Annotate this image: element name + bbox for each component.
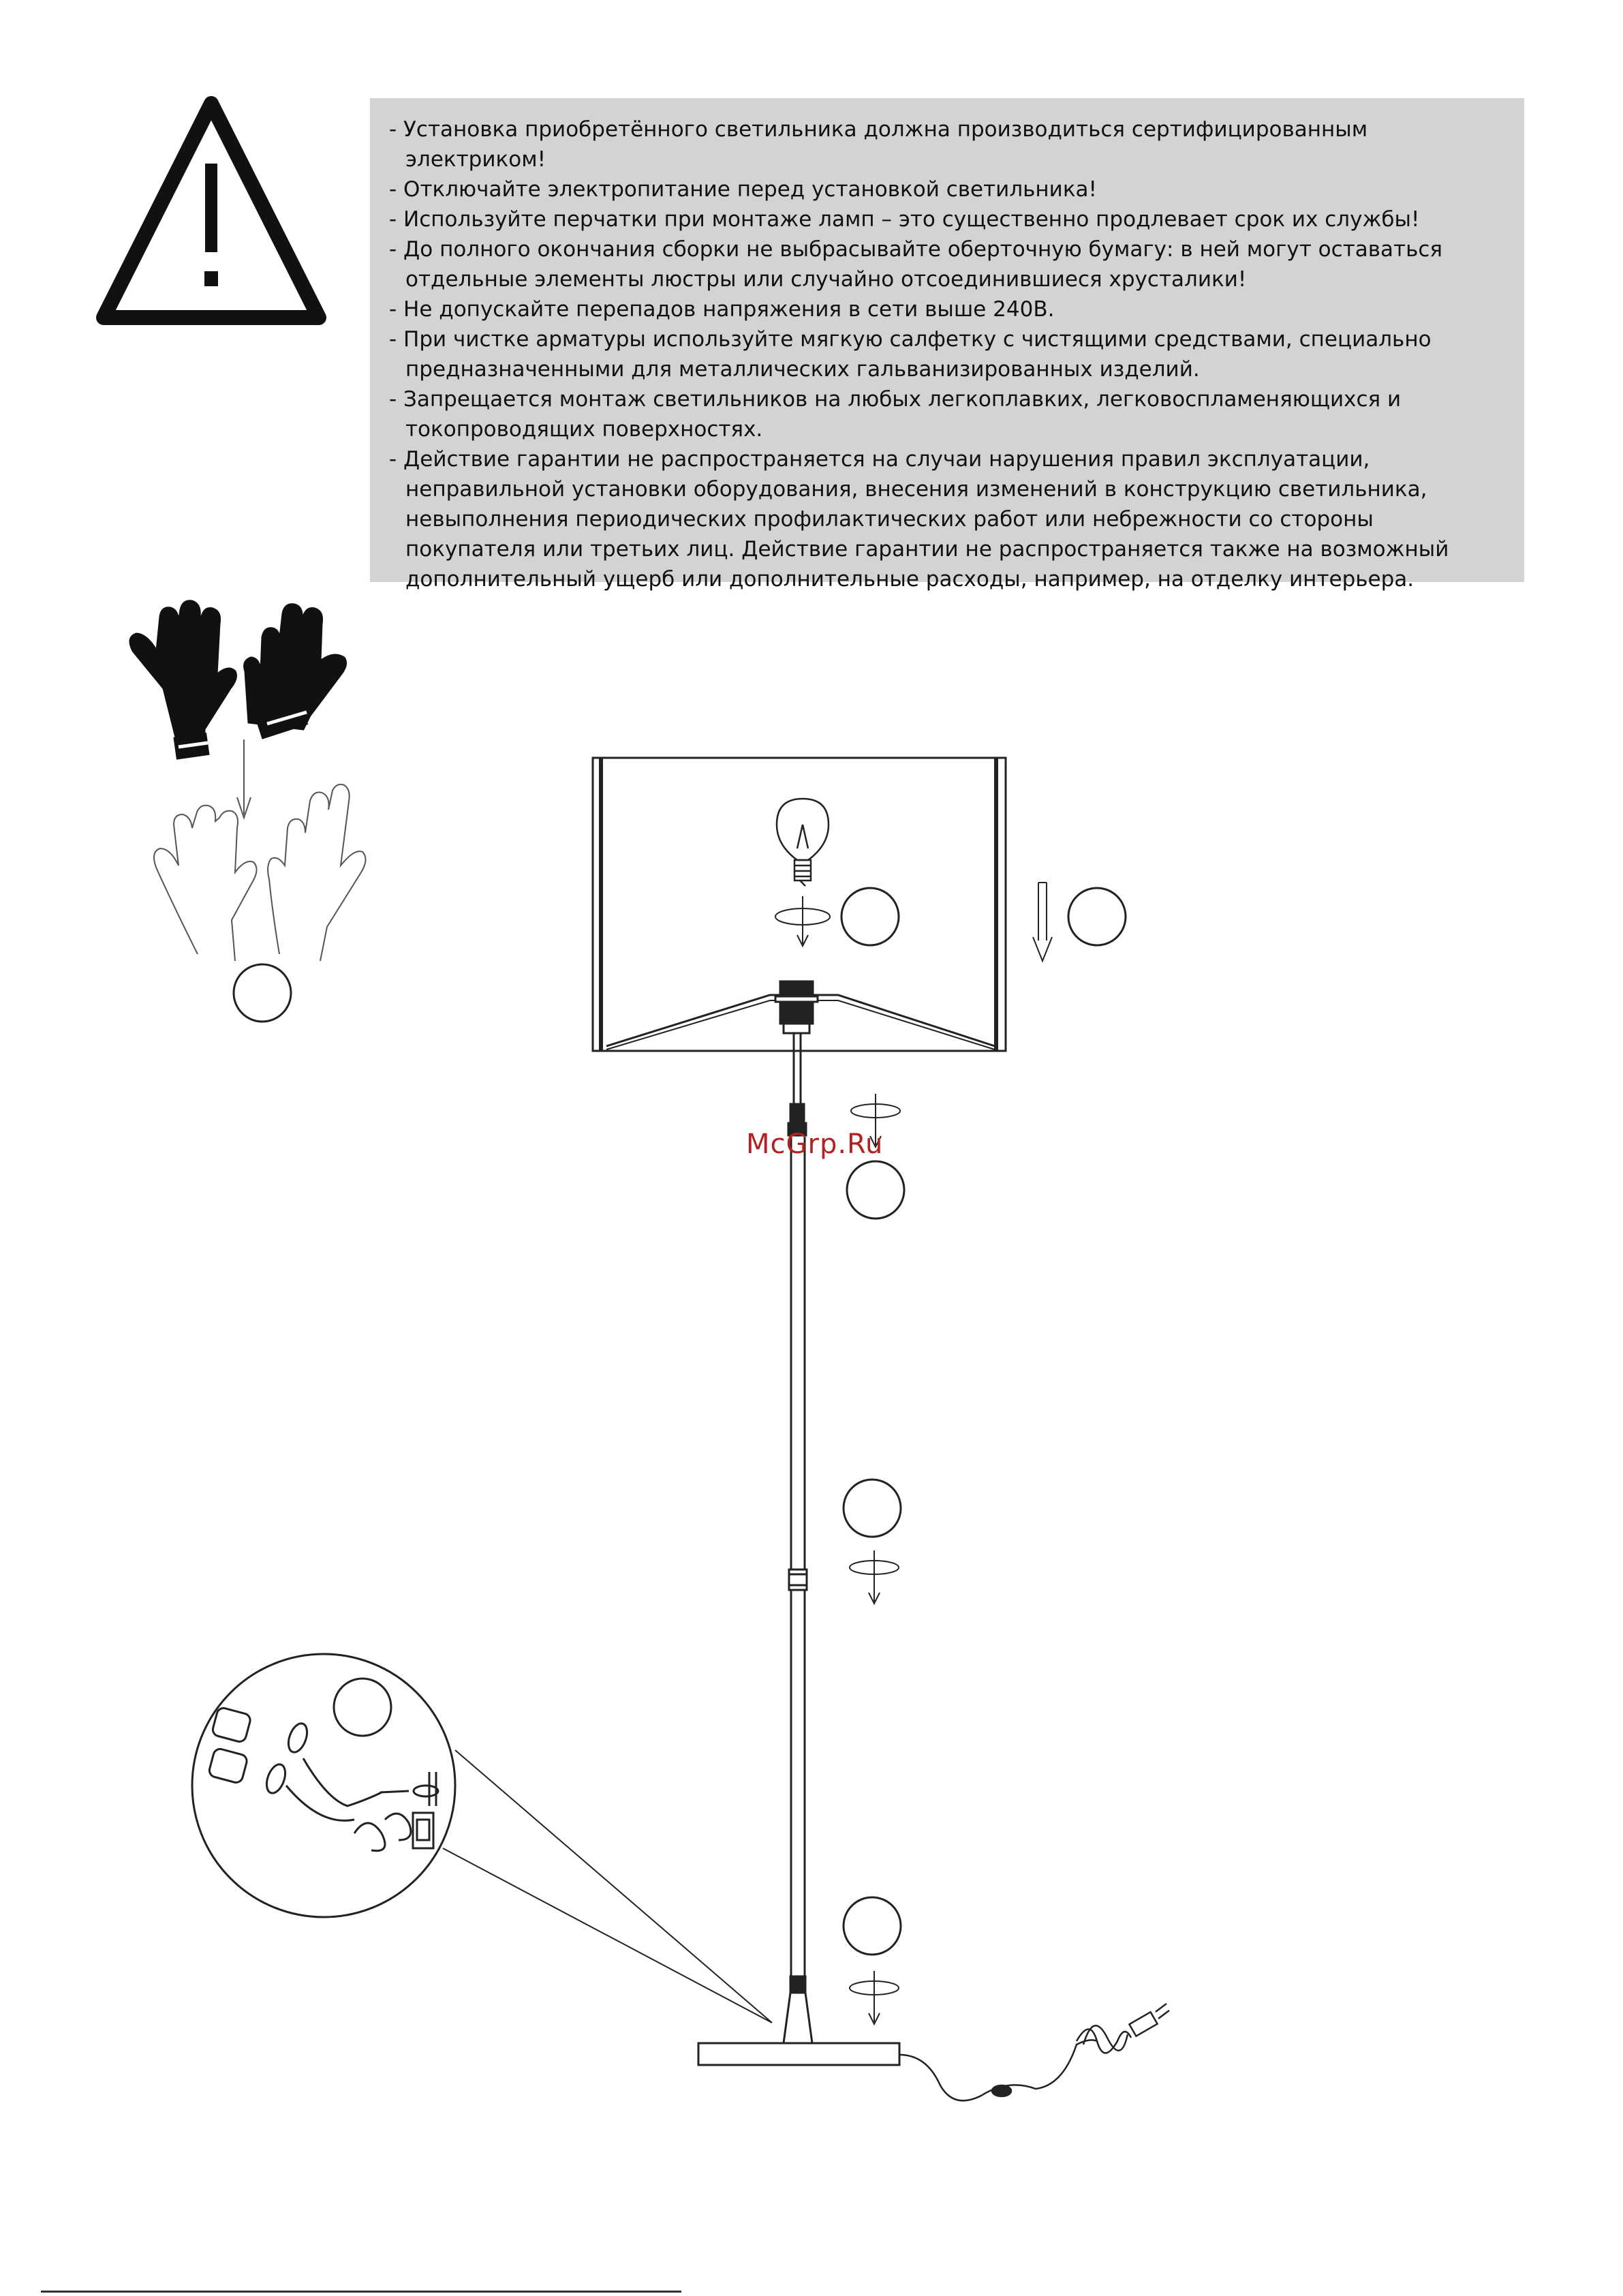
step-circle: [1068, 888, 1126, 945]
rotate-arrow-icon: [850, 1971, 899, 2024]
rotate-arrow-icon: [775, 896, 830, 946]
power-plug-icon: [1077, 2004, 1169, 2053]
lamp-socket: [775, 981, 818, 1033]
watermark-text: McGrp.Ru: [746, 1129, 884, 1160]
step-circle: [847, 1161, 904, 1219]
lamp-base: [698, 1993, 899, 2065]
warning-item: - Не допускайте перепадов напряжения в сети выше 240В.: [389, 297, 1055, 322]
step-circle: [841, 888, 899, 945]
rotate-arrow-icon: [850, 1550, 899, 1604]
step-circle: [234, 964, 291, 1022]
warning-item: - До полного окончания сборки не выбрасывайте оберточную бумагу: в ней могут оставаться отдельные элементы люстры или случайно отсоединившиеся хрусталики!: [389, 237, 1443, 292]
wiring-detail: [192, 1654, 772, 2023]
lamp-neck: [788, 1033, 806, 1135]
warning-item: - Отключайте электропитание перед установкой светильника!: [389, 177, 1097, 202]
bare-hands-icon: [154, 784, 366, 961]
power-cord: [899, 2040, 1097, 2100]
step-circle: [844, 1897, 901, 1955]
gloves-icon: [130, 601, 346, 759]
warning-item: - При чистке арматуры используйте мягкую салфетку с чистящими средствами, специально предназначенными для металлических гальванизированных изделий.: [389, 327, 1432, 382]
warning-item: - Запрещается монтаж светильников на любых легкоплавких, легковоспламеняющихся и токопроводящих поверхностях.: [389, 387, 1402, 442]
lamp-pole: [789, 1137, 807, 1993]
warning-item: - Установка приобретённого светильника должна производиться сертифицированным электриком!: [389, 117, 1368, 172]
arrow-down-icon: [1033, 883, 1052, 961]
warning-item: - Действие гарантии не распространяется на случаи нарушения правил эксплуатации, неправильной установки оборудования, внесения изменений в конструкцию светильника, невыполнения периодических профилактических работ или небрежности со стороны покупателя или третьих лиц. Действие гарантии не распространяется также на возможный дополнительный ущерб или дополнительные расходы, например, на отделку интерьера.: [389, 447, 1449, 592]
step-circle: [844, 1480, 901, 1537]
arrow-down-icon: [237, 739, 251, 818]
light-bulb-icon: [777, 799, 829, 886]
warning-item: - Используйте перчатки при монтаже ламп – это существенно продлевает срок их службы!: [389, 207, 1420, 232]
footer-divider: [41, 2291, 681, 2293]
